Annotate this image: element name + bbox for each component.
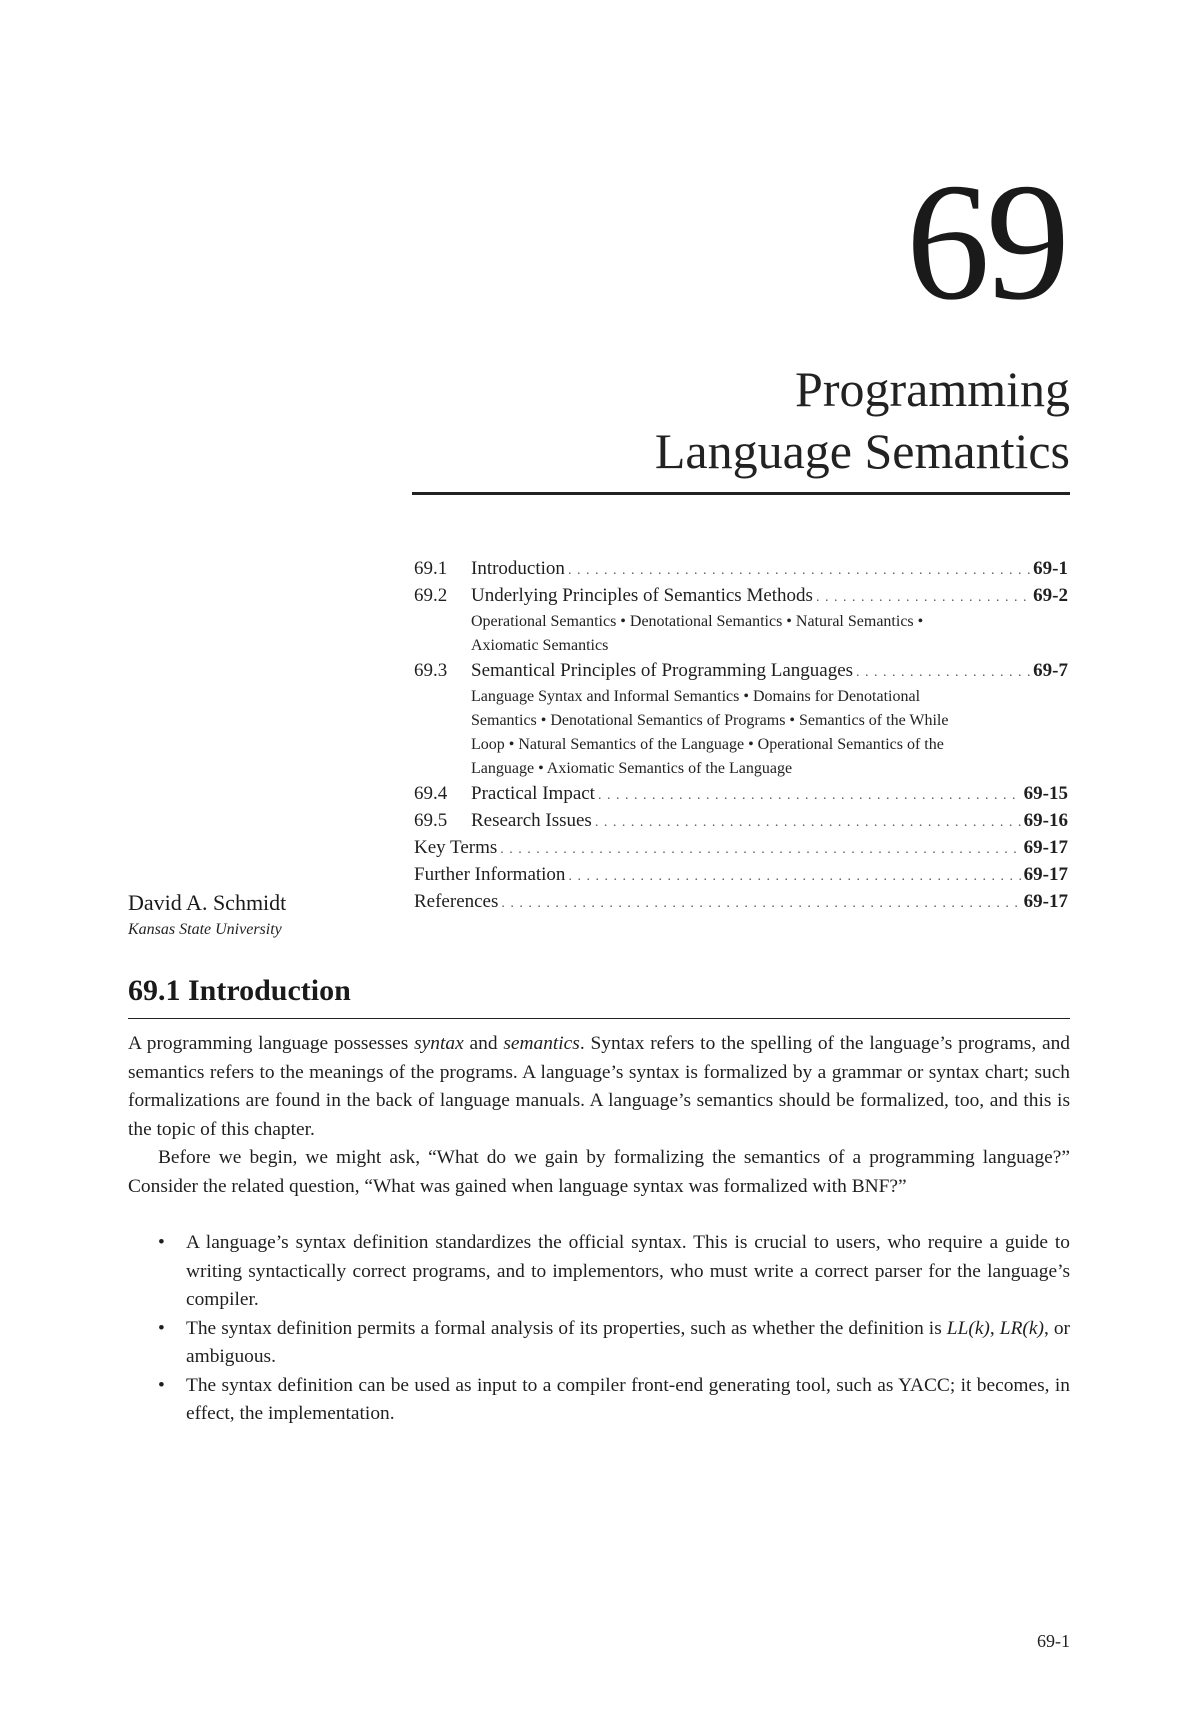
toc-entry-references[interactable] [414,891,1068,918]
toc-leader-dots [568,563,1030,579]
toc-entry-label: Underlying Principles of Semantics Methods [471,585,813,606]
toc-entry-further-information[interactable] [414,864,1068,891]
section-heading: 69.1 Introduction [128,974,1070,1019]
toc-entry-page: 69-17 [1023,891,1068,912]
toc-leader-dots [816,590,1030,606]
toc-entry-label: Further Information [414,864,566,885]
toc-entry-69-2[interactable] [414,585,1068,612]
title-rule [412,492,1070,495]
toc-entry-label: Introduction [471,558,565,579]
toc-leader-dots [500,842,1020,858]
text-run: , [989,1317,1000,1339]
text-run: A programming language possesses [128,1033,415,1054]
toc-entry-label: Semantical Principles of Programming Languages [471,660,854,681]
toc-leader-dots [568,869,1020,885]
table-of-contents [414,558,1068,918]
chapter-title-line-1: Programming [795,361,1070,417]
bullet-marker: • [158,1374,165,1396]
toc-entry-page: 69-2 [1033,585,1068,606]
term-syntax: syntax [414,1033,464,1054]
author-affiliation: Kansas State University [128,921,282,938]
toc-entry-page: 69-15 [1023,783,1068,804]
bullet-marker: • [158,1317,165,1339]
toc-leader-dots [856,665,1030,681]
list-item [128,1372,1070,1429]
toc-entry-label: References [414,891,499,912]
list-item-text: A language’s syntax definition standardizes the official syntax. This is crucial to users, who require a guide to writing syntactically correct programs, and to implementors, who must write a correct parser for the language’s compiler. [186,1232,1070,1310]
bullet-list [128,1229,1070,1429]
toc-subtopics-69-2: Operational Semantics • Denotational Semantics • Natural Semantics • Axiomatic Semantics [471,613,924,654]
toc-entry-69-1[interactable] [414,558,1068,585]
toc-entry-page: 69-1 [1033,558,1068,579]
toc-entry-page: 69-16 [1023,810,1068,831]
toc-entry-number: 69.2 [414,585,448,606]
toc-entry-label: Key Terms [414,837,498,858]
toc-entry-label: Research Issues [471,810,592,831]
term-semantics: semantics [503,1033,580,1054]
paragraph-1 [128,1030,1070,1144]
term-lr-k: LR(k) [999,1317,1044,1339]
toc-entry-69-3[interactable] [414,660,1068,687]
chapter-number: 69 [906,149,1066,335]
toc-entry-69-5[interactable] [414,810,1068,837]
toc-entry-page: 69-17 [1023,837,1068,858]
toc-subtopics-69-3: Language Syntax and Informal Semantics • Domains for Denotational Semantics • Denotational Semantics of Programs • Semantics of the While Loop • Natural Semantics of the Language • Operational Semantics of the Language • Axiomatic Semantics of the Language [471,688,949,777]
toc-entry-number: 69.3 [414,660,448,681]
text-run: , or ambiguous. [186,1317,1070,1367]
text-run: and [463,1033,504,1054]
toc-entry-page: 69-17 [1023,864,1068,885]
list-item-text: The syntax definition can be used as input to a compiler front-end generating tool, such as YACC; it becomes, in effect, the implementation. [186,1374,1070,1424]
toc-entry-key-terms[interactable] [414,837,1068,864]
section-body [128,1030,1070,1429]
list-item [128,1229,1070,1315]
page-number: 69-1 [1037,1631,1070,1651]
toc-leader-dots [595,815,1021,831]
toc-entry-69-4[interactable] [414,783,1068,810]
toc-entry-number: 69.1 [414,558,448,579]
bullet-marker: • [158,1232,165,1253]
text-run: . Syntax refers to the spelling of the language’s programs, and semantics refers to the meanings of the programs. A language’s syntax is formalized by a grammar or syntax chart; such formalizations are found in the back of language manuals. A language’s semantics should be formalized, too, and this is the topic of this chapter. [128,1033,1071,1140]
paragraph-2: Before we begin, we might ask, “What do we gain by formalizing the semantics of a programming language?” Consider the related question, “What was gained when language syntax was formalized with BNF?” [128,1147,1070,1197]
text-run: The syntax definition permits a formal analysis of its properties, such as whether the definition is [186,1317,947,1339]
chapter-title [655,358,1070,482]
author-name: David A. Schmidt [128,890,287,915]
list-item [128,1315,1070,1372]
toc-entry-number: 69.5 [414,810,448,831]
toc-leader-dots [501,896,1020,912]
toc-entry-page: 69-7 [1033,660,1068,681]
chapter-title-line-2: Language Semantics [654,423,1070,479]
toc-entry-label: Practical Impact [471,783,595,804]
term-ll-k: LL(k) [946,1317,990,1339]
toc-entry-number: 69.4 [414,783,448,804]
toc-leader-dots [598,788,1021,804]
